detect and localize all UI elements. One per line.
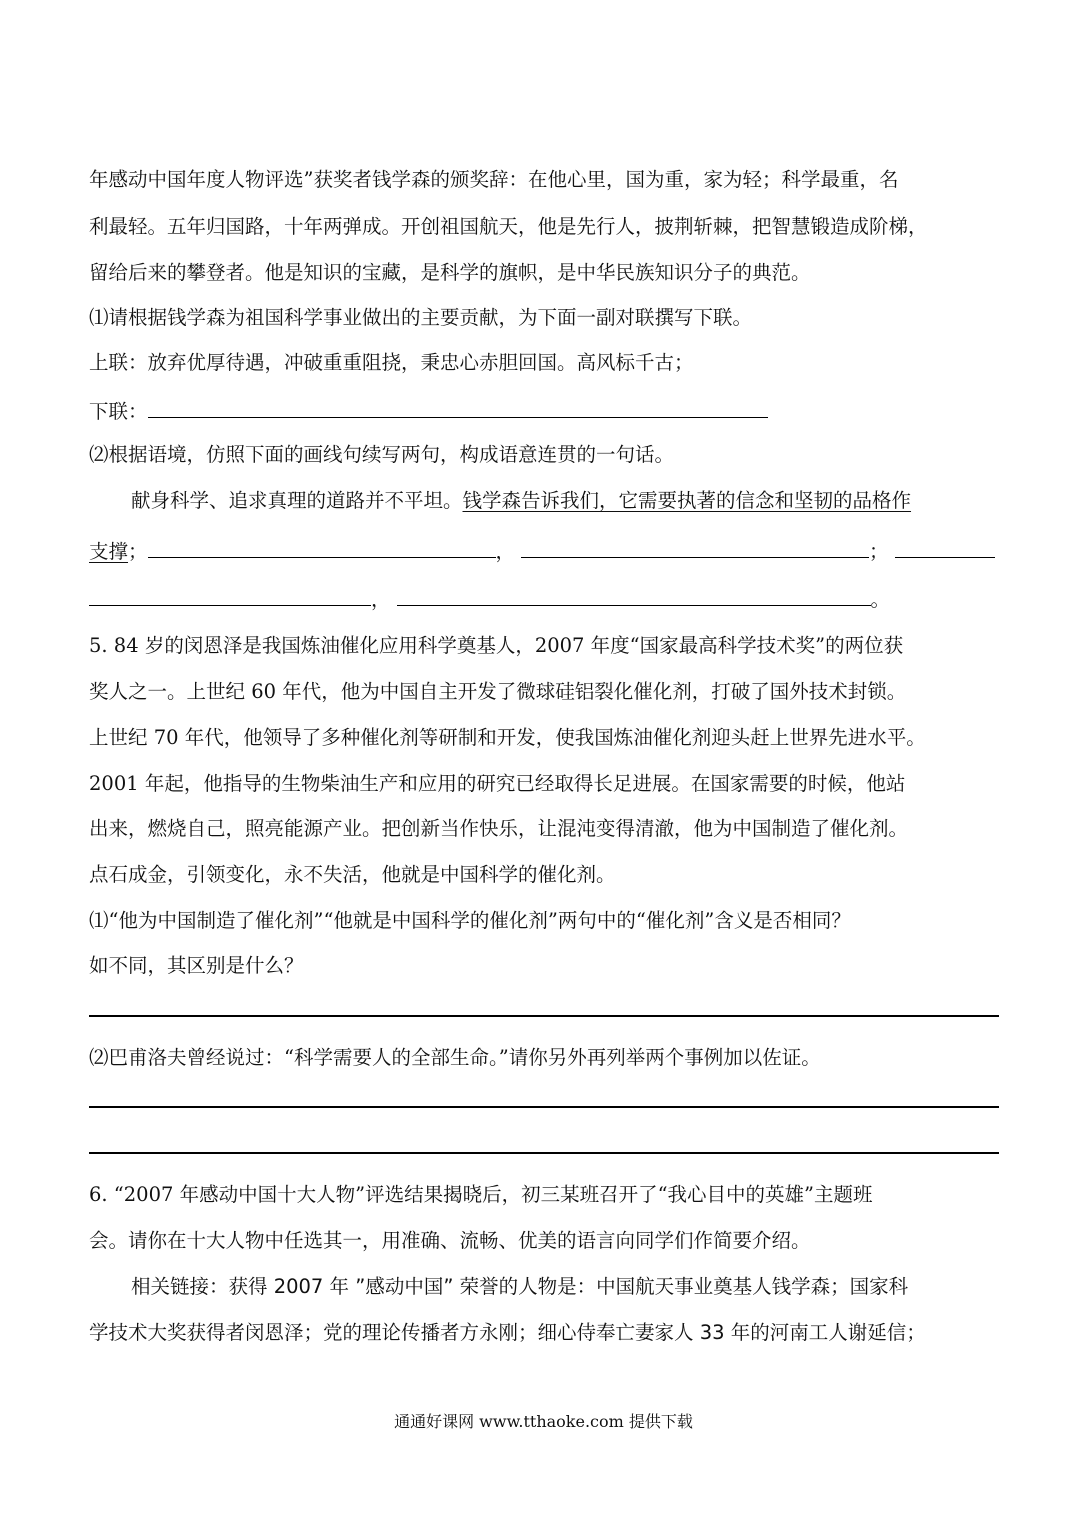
imitation-blank-2[interactable] [521,537,869,558]
q5-subquestion-1b: 如不同，其区别是什么？ [89,954,304,977]
page-footer: 通通好课网 www.tthaoke.com 提供下载 [394,1412,693,1431]
link-label: 相关链接： [131,1275,229,1298]
q5-line-3: 上世纪 70 年代，他领导了多种催化剂等研制和开发，使我国炼油催化剂迎头赶上世界先进水平。 [89,726,926,749]
context-plain: 献身科学、追求真理的道路并不平坦。 [131,489,463,512]
imitation-blank-3-end[interactable] [89,585,371,606]
q5-subquestion-1a: ⑴“他为中国制造了催化剂”“他就是中国科学的催化剂”两句中的“催化剂”含义是否相同？ [89,909,851,932]
q5-line-6: 点石成金，引领变化，永不失活，他就是中国科学的催化剂。 [89,863,616,886]
semicolon: ； [869,540,889,563]
couplet-lower-row [89,397,768,424]
q5-subquestion-2: ⑵巴甫洛夫曾经说过：“科学需要人的全部生命。”请你另外再列举两个事例加以佐证。 [89,1046,821,1069]
imitation-blank-1[interactable] [148,537,496,558]
q4-subquestion-1: ⑴请根据钱学森为祖国科学事业做出的主要贡献，为下面一副对联撰写下联。 [89,306,753,329]
answer-line-3[interactable] [89,1152,999,1154]
q6-line-2: 会。请你在十大人物中任选其一，用准确、流畅、优美的语言向同学们作简要介绍。 [89,1229,811,1252]
comma: ， [495,540,516,563]
q5-line-1: 5. 84 岁的闵恩泽是我国炼油催化应用科学奠基人，2007 年度“国家最高科学技术奖”的两位获 [89,634,904,657]
q4-imitation-row-2 [89,585,890,612]
q6-link-line-1 [131,1275,908,1299]
answer-line-2[interactable] [89,1106,999,1108]
period: 。 [870,588,891,611]
colon: ； [128,540,148,563]
comma-2: ， [371,588,391,611]
imitation-blank-4[interactable] [397,585,871,606]
q4-context-line [131,489,911,513]
couplet-upper: 上联：放弃优厚待遇，冲破重重阻挠，秉忠心赤胆回国。高风标千古； [89,351,694,374]
q6-line-1: 6. “2007 年感动中国十大人物”评选结果揭晓后，初三某班召开了“我心目中的英雄”主题班 [89,1183,873,1206]
answer-line-1[interactable] [89,1015,999,1017]
imitation-blank-3-start[interactable] [895,537,995,558]
intro-line-3: 留给后来的攀登者。他是知识的宝藏，是科学的旗帜，是中华民族知识分子的典范。 [89,261,811,284]
q5-line-4: 2001 年起，他指导的生物柴油生产和应用的研究已经取得长足进展。在国家需要的时候，他站 [89,772,906,795]
context-underlined-end: 支撑 [89,540,129,563]
q4-subquestion-2: ⑵根据语境，仿照下面的画线句续写两句，构成语意连贯的一句话。 [89,443,675,466]
intro-line-1: 年感动中国年度人物评选”获奖者钱学森的颁奖辞：在他心里，国为重，家为轻；科学最重，名 [89,168,899,191]
intro-line-2: 利最轻。五年归国路，十年两弹成。开创祖国航天，他是先行人，披荆斩棘，把智慧锻造成阶梯， [89,215,928,238]
context-underlined: 钱学森告诉我们，它需要执著的信念和坚韧的品格作 [462,489,912,512]
link-text-1: 获得 2007 年 ”感动中国” 荣誉的人物是：中国航天事业奠基人钱学森；国家科 [228,1275,909,1298]
q4-imitation-row-1 [89,537,995,564]
q6-link-line-2: 学技术大奖获得者闵恩泽；党的理论传播者方永刚；细心侍奉亡妻家人 33 年的河南工人谢延信； [89,1321,926,1344]
couplet-lower-label: 下联： [89,400,148,423]
q5-line-5: 出来，燃烧自己，照亮能源产业。把创新当作快乐，让混沌变得清澈，他为中国制造了催化剂。 [89,817,909,840]
q5-line-2: 奖人之一。上世纪 60 年代，他为中国自主开发了微球硅铝裂化催化剂，打破了国外技术封锁。 [89,680,907,703]
couplet-lower-answer-blank[interactable] [148,397,768,418]
